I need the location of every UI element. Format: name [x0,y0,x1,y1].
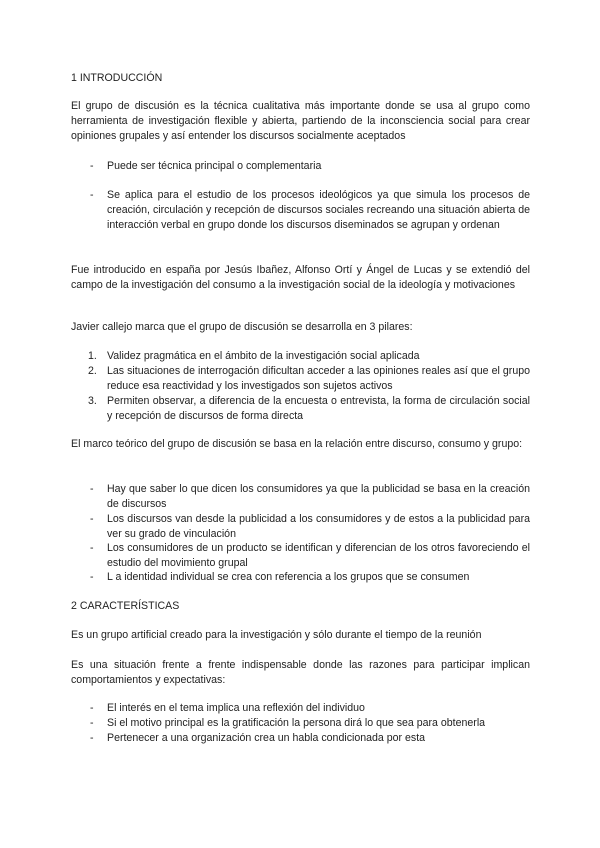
intro-paragraph: El grupo de discusión es la técnica cualitativa más importante donde se usa al grupo como herramienta de investigación flexible y abierta, partiendo de la inconsciencia social para crear opiniones grupales y así entender los discursos socialmente aceptados [71,100,530,142]
bullet-item: Se aplica para el estudio de los procesos ideológicos ya que simula los procesos de creación, circulación y recepción de discursos sociales recreando una situación abierta de interacción verbal en grupo donde los discursos diseminados se agrupan y ordenan [107,189,530,231]
bullet-item: El interés en el tema implica una reflexión del individuo [107,702,365,714]
bullet-item: Hay que saber lo que dicen los consumidores ya que la publicidad se basa en la creación de discursos [107,483,530,510]
list-number: 1. [88,350,97,362]
bullet-marker: - [90,571,94,583]
bullet-item: Puede ser técnica principal o complementaria [107,160,322,172]
pillar-item: Permiten observar, a diferencia de la encuesta o entrevista, la forma de circulación social y recepción de discursos de forma directa [107,395,530,422]
section-heading-caracteristicas: 2 CARACTERÍSTICAS [71,600,180,612]
bullet-item: Si el motivo principal es la gratificación la persona dirá lo que sea para obtenerla [107,717,486,729]
characteristics-paragraph-1: Es un grupo artificial creado para la investigación y sólo durante el tiempo de la reunión [71,629,482,641]
bullet-marker: - [90,542,94,554]
bullet-marker: - [90,483,94,495]
bullet-marker: - [90,160,94,172]
characteristics-paragraph-2: Es una situación frente a frente indispensable donde las razones para participar implican comportamientos y expectativas: [71,659,530,686]
pillar-item: Las situaciones de interrogación dificultan acceder a las opiniones reales así que el grupo reduce esa reactividad y los investigados son sujetos activos [107,365,530,392]
bullet-marker: - [90,732,94,744]
section-heading-introduccion: 1 INTRODUCCIÓN [71,72,163,84]
bullet-marker: - [90,189,94,201]
pillar-item: Validez pragmática en el ámbito de la investigación social aplicada [107,350,420,362]
bullet-marker: - [90,702,94,714]
pillars-intro: Javier callejo marca que el grupo de discusión se desarrolla en 3 pilares: [71,321,413,333]
history-paragraph: Fue introducido en españa por Jesús Ibañez, Alfonso Ortí y Ángel de Lucas y se extendió del campo de la investigación del consumo a la investigación social de la ideología y motivaciones [71,264,530,291]
bullet-item: Los discursos van desde la publicidad a los consumidores y de estos a la publicidad para ver su grado de vinculación [107,513,530,540]
framework-intro: El marco teórico del grupo de discusión se basa en la relación entre discurso, consumo y grupo: [71,438,523,450]
list-number: 3. [88,395,97,407]
bullet-item: L a identidad individual se crea con referencia a los grupos que se consumen [107,571,470,583]
bullet-item: Pertenecer a una organización crea un habla condicionada por esta [107,732,426,744]
bullet-marker: - [90,513,94,525]
bullet-item: Los consumidores de un producto se identifican y diferencian de los otros favoreciendo el estudio del movimiento grupal [107,542,530,569]
list-number: 2. [88,365,97,377]
bullet-marker: - [90,717,94,729]
